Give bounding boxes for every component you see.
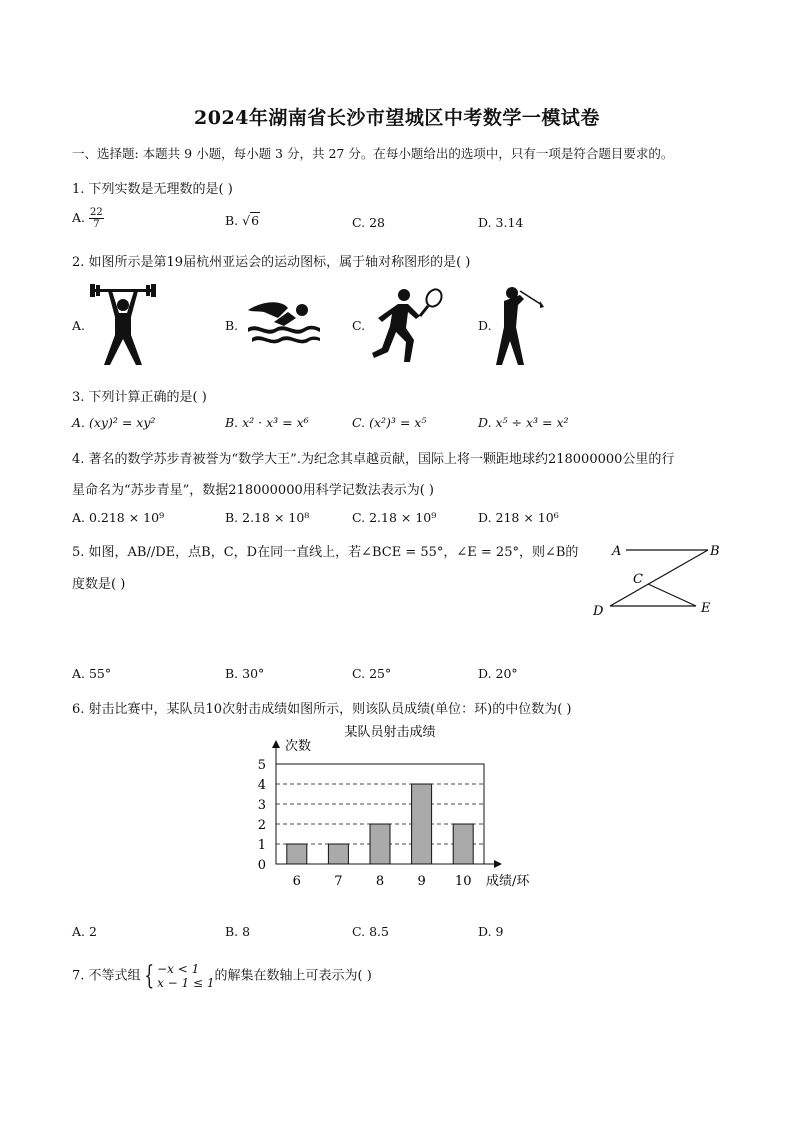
y-tick-label: 1 bbox=[257, 838, 266, 853]
q3-option-c: C. (x²)³ = x⁵ bbox=[352, 415, 427, 430]
label-d: D bbox=[593, 604, 604, 619]
q2-option-c: C. bbox=[352, 318, 366, 333]
q1-option-a-label: A. bbox=[72, 210, 86, 225]
q2-option-d: D. bbox=[478, 318, 492, 333]
q7-suffix: 的解集在数轴上可表示为( ) bbox=[214, 968, 372, 984]
q6-option-b: B. 8 bbox=[225, 924, 251, 939]
chart-title: 某队员射击成绩 bbox=[344, 725, 436, 740]
x-tick-label: 7 bbox=[334, 874, 343, 889]
q2-stem: 2. 如图所示是第19届杭州亚运会的运动图标，属于轴对称图形的是( ) bbox=[72, 255, 471, 270]
bar bbox=[328, 844, 348, 864]
q5-option-b: B. 30° bbox=[225, 666, 265, 681]
q5-line1: 5. 如图，AB//DE，点B，C，D在同一直线上，若∠BCE = 55°，∠E = 25°，则∠B的 bbox=[72, 545, 579, 560]
weightlifting-icon bbox=[88, 283, 158, 367]
q4-option-d: D. 218 × 10⁶ bbox=[478, 510, 559, 525]
bar bbox=[412, 784, 432, 864]
y-tick-label: 0 bbox=[257, 858, 266, 873]
bar-chart bbox=[250, 718, 550, 896]
q1-fraction-num: 22 bbox=[90, 207, 103, 218]
q2-option-a: A. bbox=[72, 318, 86, 333]
q1-option-a bbox=[72, 207, 104, 230]
bar bbox=[287, 844, 307, 864]
label-b: B bbox=[710, 544, 720, 559]
q1-option-d: D. 3.14 bbox=[478, 215, 524, 230]
q1-option-b bbox=[225, 213, 260, 228]
chart-xlabel: 成绩/环 bbox=[486, 874, 530, 889]
q3-option-a: A. (xy)² = xy² bbox=[72, 415, 156, 430]
q7-prefix: 7. 不等式组 bbox=[72, 968, 141, 984]
q4-option-a: A. 0.218 × 10⁹ bbox=[72, 510, 165, 525]
q4-option-c: C. 2.18 × 10⁹ bbox=[352, 510, 437, 525]
q5-geometry-figure bbox=[588, 538, 728, 620]
q7-stem bbox=[72, 962, 372, 990]
q5-option-c: C. 25° bbox=[352, 666, 392, 681]
bar bbox=[370, 824, 390, 864]
label-c: C bbox=[633, 572, 643, 587]
q3-option-b: B. x² · x³ = x⁶ bbox=[225, 415, 309, 430]
q6-option-d: D. 9 bbox=[478, 924, 504, 939]
tennis-icon bbox=[368, 286, 448, 364]
y-axis-arrow bbox=[272, 740, 280, 748]
q4-line2: 星命名为“苏步青星”，数据218000000用科学记数法表示为( ) bbox=[72, 483, 435, 498]
x-tick-label: 8 bbox=[375, 874, 385, 889]
q6-stem: 6. 射击比赛中，某队员10次射击成绩如图所示，则该队员成绩(单位：环)的中位数为( ) bbox=[72, 702, 572, 717]
x-tick-label: 10 bbox=[454, 874, 472, 889]
x-axis-arrow bbox=[494, 860, 502, 868]
q3-stem: 3. 下列计算正确的是( ) bbox=[72, 390, 207, 405]
q1-stem: 1. 下列实数是无理数的是( ) bbox=[72, 182, 233, 197]
line-ce bbox=[648, 584, 696, 606]
x-tick-label: 6 bbox=[292, 874, 301, 889]
x-tick-label: 9 bbox=[417, 874, 426, 889]
y-tick-label: 2 bbox=[257, 818, 266, 833]
q5-option-a: A. 55° bbox=[72, 666, 112, 681]
line-bd bbox=[610, 550, 708, 606]
q7-ineq2: x − 1 ≤ 1 bbox=[157, 976, 215, 990]
q2-option-b: B. bbox=[225, 318, 239, 333]
q1-option-b-label: B. bbox=[225, 213, 239, 228]
q4-line1: 4. 著名的数学苏步青被誉为“数学大王”.为纪念其卓越贡献，国际上将一颗距地球约218000000公里的行 bbox=[72, 452, 675, 467]
q1-option-c: C. 28 bbox=[352, 215, 385, 230]
y-tick-label: 5 bbox=[257, 758, 266, 773]
sqrt-symbol: √6 bbox=[242, 213, 260, 228]
q5-option-d: D. 20° bbox=[478, 666, 518, 681]
q1-fraction bbox=[89, 207, 104, 230]
q4-option-b: B. 2.18 × 10⁸ bbox=[225, 510, 310, 525]
golf-icon bbox=[494, 283, 546, 367]
q6-option-a: A. 2 bbox=[72, 924, 97, 939]
q1-radicand: 6 bbox=[251, 213, 260, 228]
section-heading: 一、选择题: 本题共 9 小题，每小题 3 分，共 27 分。在每小题给出的选项中，只有一项是符合题目要求的。 bbox=[72, 146, 674, 161]
swimming-icon bbox=[244, 296, 322, 346]
y-tick-label: 4 bbox=[257, 778, 266, 793]
q6-option-c: C. 8.5 bbox=[352, 924, 389, 939]
bar bbox=[453, 824, 473, 864]
label-a: A bbox=[612, 544, 622, 559]
q7-ineq1: −x < 1 bbox=[157, 962, 200, 976]
page-title: 2024年湖南省长沙市望城区中考数学一模试卷 bbox=[194, 107, 600, 129]
y-tick-label: 3 bbox=[257, 798, 266, 813]
q1-fraction-den: 7 bbox=[93, 219, 100, 230]
brace-symbol: { bbox=[143, 961, 154, 991]
q5-line2: 度数是( ) bbox=[72, 577, 126, 592]
chart-ylabel: 次数 bbox=[285, 739, 312, 754]
q7-system bbox=[157, 962, 214, 990]
q3-option-d: D. x⁵ ÷ x³ = x² bbox=[478, 415, 569, 430]
label-e: E bbox=[701, 601, 711, 616]
